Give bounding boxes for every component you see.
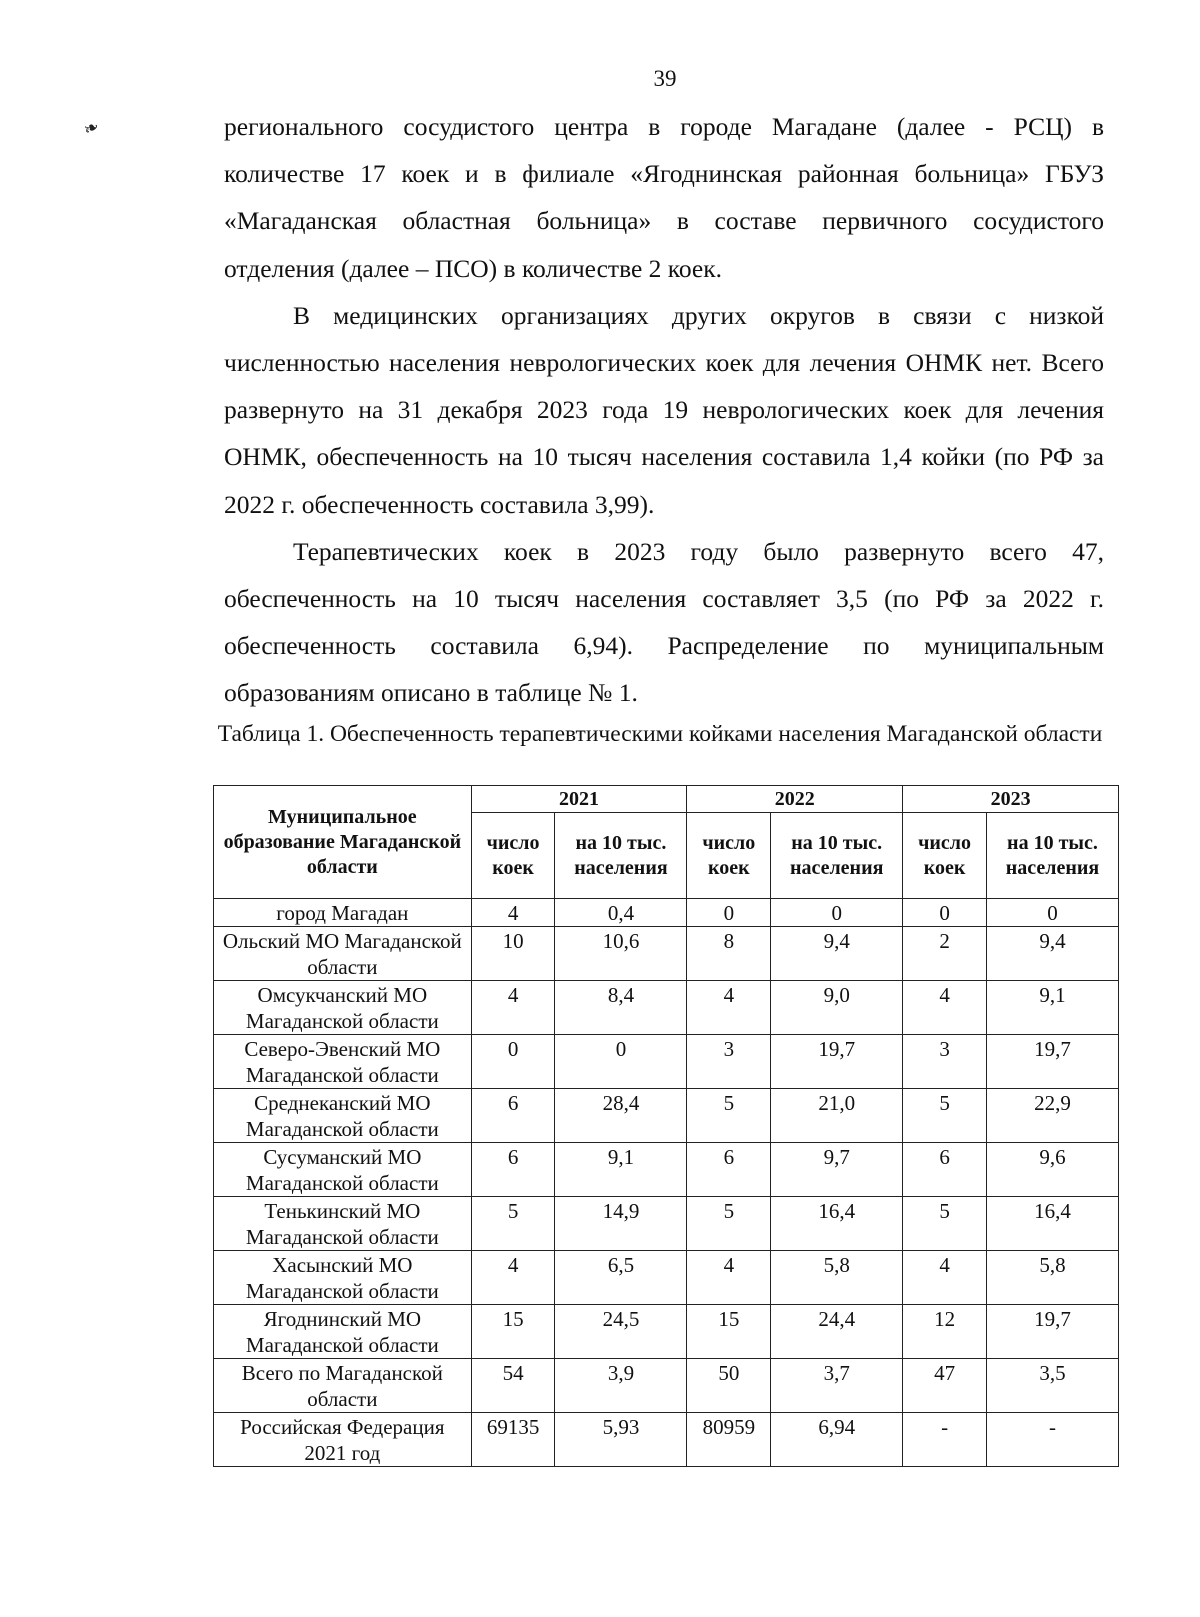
bed-count-cell: 10 bbox=[471, 927, 555, 981]
header-count: число коек bbox=[687, 813, 771, 899]
bed-count-cell: - bbox=[903, 1413, 987, 1467]
table-row bbox=[214, 1035, 1119, 1089]
per10k-cell: 5,8 bbox=[986, 1251, 1118, 1305]
header-per10k: на 10 тыс. населения bbox=[771, 813, 903, 899]
per10k-cell: 6,5 bbox=[555, 1251, 687, 1305]
page-number: 39 bbox=[653, 66, 677, 91]
bed-count-cell: 80959 bbox=[687, 1413, 771, 1467]
bed-count-cell: 2 bbox=[903, 927, 987, 981]
per10k-cell: 9,7 bbox=[771, 1143, 903, 1197]
municipality-cell: Северо-Эвенский МО Магаданской области bbox=[214, 1035, 472, 1089]
per10k-cell: - bbox=[986, 1413, 1118, 1467]
table-row bbox=[214, 1143, 1119, 1197]
table-row bbox=[214, 1197, 1119, 1251]
bed-count-cell: 15 bbox=[471, 1305, 555, 1359]
header-municipality: Муниципальное образование Магаданской области bbox=[214, 786, 472, 899]
per10k-cell: 9,1 bbox=[555, 1143, 687, 1197]
table-row bbox=[214, 899, 1119, 927]
per10k-cell: 3,7 bbox=[771, 1359, 903, 1413]
per10k-cell: 16,4 bbox=[986, 1197, 1118, 1251]
municipality-cell: город Магадан bbox=[214, 899, 472, 927]
per10k-cell: 3,9 bbox=[555, 1359, 687, 1413]
municipality-cell: Сусуманский МО Магаданской области bbox=[214, 1143, 472, 1197]
bed-count-cell: 12 bbox=[903, 1305, 987, 1359]
municipality-cell: Ольский МО Магаданской области bbox=[214, 927, 472, 981]
per10k-cell: 19,7 bbox=[986, 1305, 1118, 1359]
per10k-cell: 21,0 bbox=[771, 1089, 903, 1143]
paragraph-2: В медицинских организациях других округов в связи с низкой численностью населения неврологических коек для лечения ОНМК нет. Всего развернуто на 31 декабря 2023 года 19 неврологических коек для лечения ОНМК, обеспеченность на 10 тысяч населения составила 1,4 койки (по РФ за 2022 г. обеспеченность составила 3,99). bbox=[224, 300, 1104, 519]
bed-count-cell: 0 bbox=[903, 899, 987, 927]
bed-count-cell: 4 bbox=[687, 1251, 771, 1305]
bed-count-cell: 6 bbox=[903, 1143, 987, 1197]
per10k-cell: 16,4 bbox=[771, 1197, 903, 1251]
municipality-cell: Омсукчанский МО Магаданской области bbox=[214, 981, 472, 1035]
beds-table bbox=[213, 785, 1119, 1467]
bed-count-cell: 5 bbox=[687, 1089, 771, 1143]
bed-count-cell: 15 bbox=[687, 1305, 771, 1359]
per10k-cell: 24,4 bbox=[771, 1305, 903, 1359]
header-year-2023: 2023 bbox=[903, 786, 1119, 813]
per10k-cell: 3,5 bbox=[986, 1359, 1118, 1413]
municipality-cell: Хасынский МО Магаданской области bbox=[214, 1251, 472, 1305]
per10k-cell: 9,1 bbox=[986, 981, 1118, 1035]
bed-count-cell: 0 bbox=[471, 1035, 555, 1089]
bed-count-cell: 8 bbox=[687, 927, 771, 981]
bed-count-cell: 6 bbox=[687, 1143, 771, 1197]
table-row bbox=[214, 1251, 1119, 1305]
bed-count-cell: 5 bbox=[903, 1197, 987, 1251]
bed-count-cell: 4 bbox=[471, 899, 555, 927]
per10k-cell: 28,4 bbox=[555, 1089, 687, 1143]
scan-mark-icon: ❧ bbox=[80, 115, 103, 141]
table-row bbox=[214, 1413, 1119, 1467]
bed-count-cell: 6 bbox=[471, 1089, 555, 1143]
table-row bbox=[214, 927, 1119, 981]
header-year-2021: 2021 bbox=[471, 786, 687, 813]
bed-count-cell: 54 bbox=[471, 1359, 555, 1413]
bed-count-cell: 4 bbox=[903, 1251, 987, 1305]
body-text bbox=[224, 103, 1104, 717]
bed-count-cell: 4 bbox=[903, 981, 987, 1035]
bed-count-cell: 69135 bbox=[471, 1413, 555, 1467]
table-caption: Таблица 1. Обеспеченность терапевтическими койками населения Магаданской области bbox=[217, 721, 1103, 747]
bed-count-cell: 5 bbox=[903, 1089, 987, 1143]
paragraph-1: регионального сосудистого центра в городе Магадане (далее - РСЦ) в количестве 17 коек и в филиале «Ягоднинская районная больница» ГБУЗ «Магаданская областная больница» в составе первичного сосудистого отделения (далее – ПСО) в количестве 2 коек. bbox=[224, 112, 1104, 283]
per10k-cell: 19,7 bbox=[771, 1035, 903, 1089]
per10k-cell: 22,9 bbox=[986, 1089, 1118, 1143]
header-count: число коек bbox=[471, 813, 555, 899]
per10k-cell: 0,4 bbox=[555, 899, 687, 927]
per10k-cell: 9,4 bbox=[986, 927, 1118, 981]
table-row bbox=[214, 1359, 1119, 1413]
table-body bbox=[214, 899, 1119, 1467]
per10k-cell: 6,94 bbox=[771, 1413, 903, 1467]
per10k-cell: 9,0 bbox=[771, 981, 903, 1035]
header-row-years bbox=[214, 786, 1119, 813]
per10k-cell: 10,6 bbox=[555, 927, 687, 981]
bed-count-cell: 0 bbox=[687, 899, 771, 927]
municipality-cell: Всего по Магаданской области bbox=[214, 1359, 472, 1413]
municipality-cell: Российская Федерация 2021 год bbox=[214, 1413, 472, 1467]
per10k-cell: 0 bbox=[555, 1035, 687, 1089]
header-per10k: на 10 тыс. населения bbox=[555, 813, 687, 899]
bed-count-cell: 4 bbox=[687, 981, 771, 1035]
per10k-cell: 9,6 bbox=[986, 1143, 1118, 1197]
bed-count-cell: 3 bbox=[903, 1035, 987, 1089]
bed-count-cell: 50 bbox=[687, 1359, 771, 1413]
per10k-cell: 0 bbox=[986, 899, 1118, 927]
bed-count-cell: 6 bbox=[471, 1143, 555, 1197]
header-year-2022: 2022 bbox=[687, 786, 903, 813]
per10k-cell: 5,93 bbox=[555, 1413, 687, 1467]
municipality-cell: Среднеканский МО Магаданской области bbox=[214, 1089, 472, 1143]
bed-count-cell: 3 bbox=[687, 1035, 771, 1089]
municipality-cell: Ягоднинский МО Магаданской области bbox=[214, 1305, 472, 1359]
per10k-cell: 9,4 bbox=[771, 927, 903, 981]
header-count: число коек bbox=[903, 813, 987, 899]
per10k-cell: 19,7 bbox=[986, 1035, 1118, 1089]
table-row bbox=[214, 1089, 1119, 1143]
per10k-cell: 0 bbox=[771, 899, 903, 927]
table-row bbox=[214, 981, 1119, 1035]
header-per10k: на 10 тыс. населения bbox=[986, 813, 1118, 899]
bed-count-cell: 47 bbox=[903, 1359, 987, 1413]
per10k-cell: 5,8 bbox=[771, 1251, 903, 1305]
bed-count-cell: 5 bbox=[687, 1197, 771, 1251]
bed-count-cell: 4 bbox=[471, 1251, 555, 1305]
bed-count-cell: 5 bbox=[471, 1197, 555, 1251]
table-row bbox=[214, 1305, 1119, 1359]
bed-count-cell: 4 bbox=[471, 981, 555, 1035]
municipality-cell: Тенькинский МО Магаданской области bbox=[214, 1197, 472, 1251]
per10k-cell: 8,4 bbox=[555, 981, 687, 1035]
per10k-cell: 14,9 bbox=[555, 1197, 687, 1251]
paragraph-3: Терапевтических коек в 2023 году было развернуто всего 47, обеспеченность на 10 тысяч населения составляет 3,5 (по РФ за 2022 г. обеспеченность составила 6,94). Распределение по муниципальным образованиям описано в таблице № 1. bbox=[224, 536, 1104, 708]
per10k-cell: 24,5 bbox=[555, 1305, 687, 1359]
